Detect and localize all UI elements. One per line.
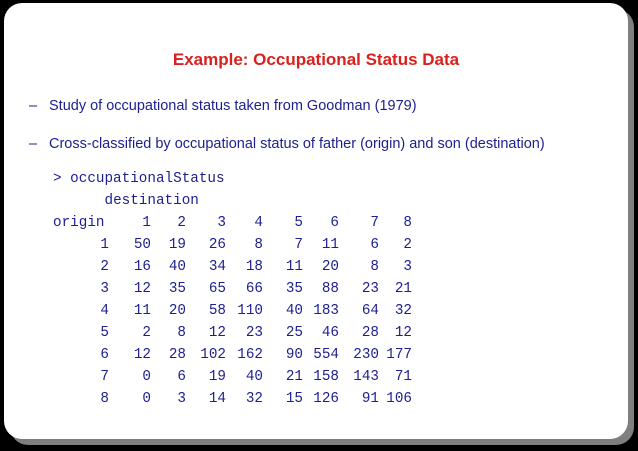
table-row	[53, 322, 412, 344]
destination-header	[53, 190, 199, 212]
table-cell: 40	[168, 259, 186, 275]
table-cell: 12	[133, 347, 151, 363]
table-cell: 0	[142, 391, 151, 407]
table-cell: 21	[285, 369, 303, 385]
table-cell: 21	[394, 281, 412, 297]
column-header: 8	[403, 215, 412, 231]
table-cell: 58	[208, 303, 226, 319]
column-header: 6	[330, 215, 339, 231]
bullet-marker: –	[29, 136, 38, 152]
row-origin-label: 6	[100, 347, 109, 363]
column-header: 4	[254, 215, 263, 231]
table-cell: 50	[133, 237, 151, 253]
bullet-text: Study of occupational status taken from Goodman (1979)	[49, 98, 417, 114]
table-cell: 46	[321, 325, 339, 341]
table-cell: 8	[254, 237, 263, 253]
table-cell: 25	[285, 325, 303, 341]
table-cell: 18	[245, 259, 263, 275]
table-cell: 183	[313, 303, 339, 319]
table-cell: 14	[208, 391, 226, 407]
table-cell: 91	[361, 391, 379, 407]
table-cell: 12	[394, 325, 412, 341]
code-prompt-line: > occupationalStatus	[53, 171, 225, 187]
table-cell: 8	[370, 259, 379, 275]
table-cell: 102	[200, 347, 226, 363]
table-row	[53, 344, 412, 366]
table-body	[53, 234, 412, 410]
table-cell: 23	[245, 325, 263, 341]
table-cell: 40	[285, 303, 303, 319]
table-cell: 6	[177, 369, 186, 385]
bullet-item	[29, 135, 545, 153]
table-cell: 7	[294, 237, 303, 253]
table-row	[53, 256, 412, 278]
table-cell: 23	[361, 281, 379, 297]
row-origin-label: 4	[100, 303, 109, 319]
table-cell: 19	[168, 237, 186, 253]
table-cell: 35	[285, 281, 303, 297]
row-origin-label: 8	[100, 391, 109, 407]
table-cell: 20	[168, 303, 186, 319]
table-cell: 88	[321, 281, 339, 297]
table-row	[53, 366, 412, 388]
slide	[4, 3, 628, 439]
bullet-text: Cross-classified by occupational status of father (origin) and son (destination)	[49, 136, 545, 152]
table-cell: 6	[370, 237, 379, 253]
row-origin-label: 3	[100, 281, 109, 297]
row-origin-label: 2	[100, 259, 109, 275]
origin-label: origin	[53, 215, 105, 231]
table-cell: 66	[245, 281, 263, 297]
table-cell: 230	[353, 347, 379, 363]
table-cell: 8	[177, 325, 186, 341]
table-cell: 126	[313, 391, 339, 407]
table-cell: 35	[168, 281, 186, 297]
row-origin-label: 1	[100, 237, 109, 253]
table-cell: 71	[394, 369, 412, 385]
destination-label: destination	[104, 193, 199, 209]
table-cell: 26	[208, 237, 226, 253]
bullet-marker: –	[29, 98, 38, 114]
column-header: 1	[142, 215, 151, 231]
table-cell: 34	[208, 259, 226, 275]
table-cell: 11	[133, 303, 151, 319]
table-cell: 16	[133, 259, 151, 275]
table-header-row	[53, 212, 412, 234]
table-cell: 106	[386, 391, 412, 407]
table-row	[53, 278, 412, 300]
table-cell: 110	[237, 303, 263, 319]
table-cell: 158	[313, 369, 339, 385]
table-cell: 65	[208, 281, 226, 297]
bullet-item	[29, 97, 417, 115]
table-cell: 162	[237, 347, 263, 363]
column-header: 3	[217, 215, 226, 231]
table-cell: 554	[313, 347, 339, 363]
contingency-table	[53, 212, 412, 410]
table-cell: 11	[321, 237, 339, 253]
slide-title: Example: Occupational Status Data	[172, 50, 460, 69]
table-cell: 64	[361, 303, 379, 319]
table-cell: 28	[168, 347, 186, 363]
table-cell: 19	[208, 369, 226, 385]
table-cell: 177	[386, 347, 412, 363]
table-cell: 0	[142, 369, 151, 385]
table-cell: 3	[177, 391, 186, 407]
table-row	[53, 300, 412, 322]
table-cell: 2	[403, 237, 412, 253]
table-cell: 143	[353, 369, 379, 385]
table-cell: 40	[245, 369, 263, 385]
row-origin-label: 5	[100, 325, 109, 341]
table-cell: 11	[285, 259, 303, 275]
table-cell: 2	[142, 325, 151, 341]
column-header: 2	[177, 215, 186, 231]
table-row	[53, 234, 412, 256]
destination-indent	[53, 193, 104, 209]
table-cell: 3	[403, 259, 412, 275]
table-cell: 28	[361, 325, 379, 341]
column-header: 7	[370, 215, 379, 231]
table-cell: 12	[133, 281, 151, 297]
column-header: 5	[294, 215, 303, 231]
table-cell: 15	[285, 391, 303, 407]
table-cell: 32	[394, 303, 412, 319]
table-cell: 32	[245, 391, 263, 407]
table-cell: 12	[208, 325, 226, 341]
table-row	[53, 388, 412, 410]
table-cell: 90	[285, 347, 303, 363]
table-cell: 20	[321, 259, 339, 275]
row-origin-label: 7	[100, 369, 109, 385]
